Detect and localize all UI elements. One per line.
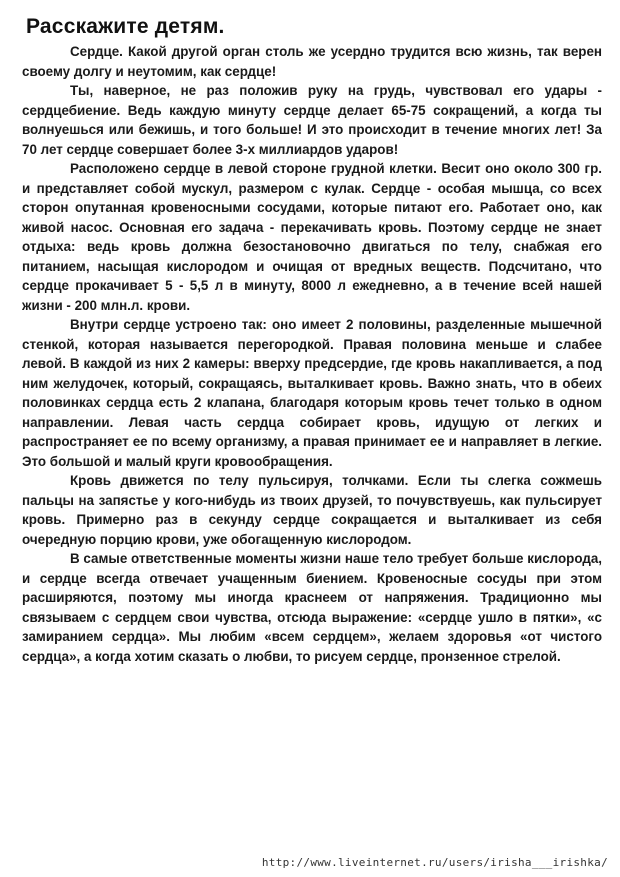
- paragraph-structure: Внутри сердце устроено так: оно имеет 2 половины, разделенные мышечной стенкой, которая называется перегородкой. Правая половина меньше и слабее левой. В каждой из них 2 камеры: вверху предсердие, где кровь накапливается, а под ним желудочек, который, сокращаясь, выталкивает кровь. Важно знать, что в обеих половинках сердца есть 2 клапана, благодаря которым кровь течет только в одном направлении. Левая часть сердца собирает кровь, идущую от легких и распространяет ее по всему организму, а правая принимает ее и направляет в легкие. Это большой и малый круги кровообращения.: [22, 317, 602, 469]
- paragraph-intro: Сердце. Какой другой орган столь же усердно трудится всю жизнь, так верен своему долгу и неутомим, как сердце!: [22, 44, 602, 79]
- paragraph-heartbeat: Ты, наверное, не раз положив руку на грудь, чувствовал его удары - сердцебиение. Ведь каждую минуту сердце делает 65-75 сокращений, а когда ты волнуешься или бежишь, и того больше! И это происходит в течение многих лет! За 70 лет сердце совершает более 3-х миллиардов ударов!: [22, 83, 602, 157]
- paragraph-emotions: В самые ответственные моменты жизни наше тело требует больше кислорода, и сердце всегда отвечает учащенным биением. Кровеносные сосуды при этом расширяются, поэтому мы иногда краснеем от напряжения. Традиционно мы связываем с сердцем свои чувства, отсюда выражение: «сердце ушло в пятки», «с замиранием сердца». Мы любим «всем сердцем», желаем здоровья «от чистого сердца», а когда хотим сказать о любви, то рисуем сердце, пронзенное стрелой.: [22, 551, 602, 664]
- paragraph-location: Расположено сердце в левой стороне грудной клетки. Весит оно около 300 гр. и представляет собой мускул, размером с кулак. Сердце - особая мышца, со всех сторон опутанная кровеносными сосудами, которые питают его. Работает оно, как живой насос. Основная его задача - перекачивать кровь. Поэтому сердце не знает отдыха: ведь кровь должна безостановочно двигаться по телу, снабжая его питанием, насыщая кислородом и очищая от вредных веществ. Подсчитано, что сердце прокачивает 5 - 5,5 л в минуту, 8000 л ежедневно, а в течение всей нашей жизни - 200 млн.л. крови.: [22, 161, 602, 313]
- paragraph-pulse: Кровь движется по телу пульсируя, толчками. Если ты слегка сожмешь пальцы на запястье у кого-нибудь из твоих друзей, то почувствуешь, как пульсирует кровь. Примерно раз в секунду сердце сокращается и выталкивает из себя очередную порцию крови, уже обогащенную кислородом.: [22, 473, 602, 547]
- source-url-watermark: http://www.liveinternet.ru/users/irisha___irishka/: [261, 856, 608, 869]
- page-title: Расскажите детям.: [26, 15, 225, 38]
